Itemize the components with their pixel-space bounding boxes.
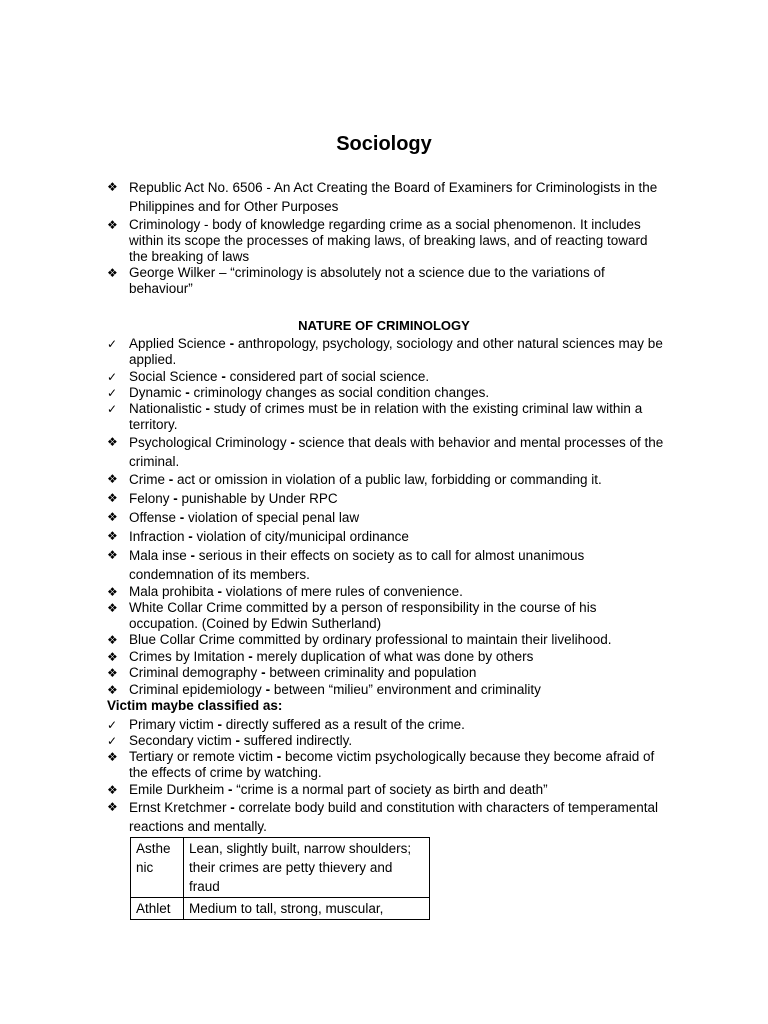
list-item [107,749,667,781]
diamond-bullet-icon: ❖ [107,435,118,449]
term: Psychological Criminology [129,435,287,450]
term: Applied Science [129,336,226,351]
list-item [107,600,667,632]
list-item [107,717,667,733]
table-cell-term: Asthe nic [131,838,184,898]
term-separator: - [176,510,189,525]
definition: violation of special penal law [188,510,360,525]
diamond-bullet-icon: ❖ [107,491,118,505]
list-item [107,782,667,798]
definition: between criminality and population [269,665,477,680]
term-separator: - [257,665,270,680]
term: Felony [129,491,170,506]
definition: between “milieu” environment and criminality [273,682,541,697]
list-item [107,336,667,368]
term-separator: - [231,733,244,748]
term-separator: - [244,649,257,664]
definition: correlate body build and constitution with characters of temperamental reactions and mentally. [129,800,659,834]
list-item [107,217,667,265]
diamond-bullet-icon: ❖ [107,585,118,599]
diamond-bullet-icon: ❖ [107,180,118,194]
diamond-bullet-icon: ❖ [107,601,118,615]
definition: criminology changes as social condition changes. [193,385,490,400]
definition: violation of city/municipal ordinance [196,529,409,544]
diamond-bullet-icon: ❖ [107,218,118,232]
term: Criminal demography [129,665,258,680]
term: Social Science [129,369,218,384]
term: Offense [129,510,177,525]
definition: study of crimes must be in relation with the existing criminal law within a territory. [129,401,643,432]
term: Mala inse [129,548,187,563]
term-separator: - [261,682,274,697]
section-heading: NATURE OF CRIMINOLOGY [298,318,470,333]
term-separator: - [286,435,299,450]
list-item-text: Criminology - body of knowledge regarding crime as a social phenomenon. It includes within its scope the processes of making laws, of breaking laws, and of reacting toward the breaking of laws [129,217,648,264]
diamond-bullet-icon: ❖ [107,548,118,562]
term-separator: - [213,717,226,732]
list-item [107,649,667,665]
definition: act or omission in violation of a public law, forbidding or commanding it. [177,472,602,487]
victim-heading: Victim maybe classified as: [107,698,283,713]
diamond-bullet-icon: ❖ [107,683,118,697]
term: Criminal epidemiology [129,682,262,697]
diamond-bullet-icon: ❖ [107,750,118,764]
definition: merely duplication of what was done by others [256,649,534,664]
diamond-bullet-icon: ❖ [107,783,118,797]
list-item [107,527,667,546]
list-item [107,265,667,297]
term: Tertiary or remote victim [129,749,274,764]
list-item [107,632,667,648]
list-item-text: Republic Act No. 6506 - An Act Creating the Board of Examiners for Criminologists in the Philippines and for Other Purposes [129,180,658,214]
term: White Collar Crime committed by a person of responsibility in the course of his occupation. (Coined by Edwin Sutherland) [129,600,597,631]
table-cell-term: Athlet [131,898,184,920]
checkmark-bullet-icon: ✓ [107,337,118,351]
list-item [107,369,667,385]
definition: serious in their effects on society as to call for almost unanimous condemnation of its members. [129,548,585,582]
definition: violations of mere rules of convenience. [225,584,463,599]
checkmark-bullet-icon: ✓ [107,402,118,416]
list-item [107,665,667,681]
diamond-bullet-icon: ❖ [107,529,118,543]
diamond-bullet-icon: ❖ [107,800,118,814]
body-type-table [130,837,430,920]
term-separator: - [186,548,199,563]
definition: become victim psychologically because they become afraid of the effects of crime by watching. [129,749,655,780]
definition: “crime is a normal part of society as birth and death” [236,782,548,797]
diamond-bullet-icon: ❖ [107,633,118,647]
definition: anthropology, psychology, sociology and other natural sciences may be applied. [129,336,663,367]
checkmark-bullet-icon: ✓ [107,734,118,748]
table-cell-description: Lean, slightly built, narrow shoulders; their crimes are petty thievery and fraud [184,838,430,898]
table-row [131,898,430,920]
term: Dynamic [129,385,182,400]
list-item [107,489,667,508]
definition: punishable by Under RPC [181,491,338,506]
term: Nationalistic [129,401,202,416]
term-separator: - [213,584,226,599]
term: Crimes by Imitation [129,649,245,664]
term: Mala prohibita [129,584,214,599]
page-title: Sociology [336,133,432,155]
list-item [107,508,667,527]
term-separator: - [201,401,214,416]
diamond-bullet-icon: ❖ [107,666,118,680]
checkmark-bullet-icon: ✓ [107,370,118,384]
list-item [107,470,667,489]
checkmark-bullet-icon: ✓ [107,718,118,732]
term-separator: - [225,336,238,351]
term-separator: - [165,472,177,487]
table-cell-description: Medium to tall, strong, muscular, [184,898,430,920]
table-row [131,838,430,898]
definition: directly suffered as a result of the crime. [225,717,465,732]
term: Emile Durkheim [129,782,225,797]
term: Primary victim [129,717,214,732]
term-separator: - [226,800,239,815]
term-separator: - [273,749,286,764]
term-separator: - [184,529,197,544]
definition: science that deals with behavior and mental processes of the criminal. [129,435,664,469]
list-item [107,733,667,749]
diamond-bullet-icon: ❖ [107,472,118,486]
definition: considered part of social science. [229,369,430,384]
list-item [107,682,667,698]
list-item-text: George Wilker – “criminology is absolutely not a science due to the variations of behaviour” [129,265,605,296]
list-item [107,798,667,836]
list-item [107,401,667,433]
list-item [107,385,667,401]
definition: suffered indirectly. [243,733,353,748]
list-item [107,178,667,216]
term: Infraction [129,529,185,544]
diamond-bullet-icon: ❖ [107,266,118,280]
term-separator: - [217,369,230,384]
list-item [107,546,667,584]
term-separator: - [224,782,237,797]
checkmark-bullet-icon: ✓ [107,386,118,400]
term: Ernst Kretchmer [129,800,227,815]
term-separator: - [169,491,182,506]
term-separator: - [181,385,194,400]
diamond-bullet-icon: ❖ [107,510,118,524]
diamond-bullet-icon: ❖ [107,650,118,664]
term: Blue Collar Crime committed by ordinary professional to maintain their livelihood. [129,632,612,647]
list-item [107,584,667,600]
term: Crime [129,472,165,487]
list-item [107,433,667,471]
term: Secondary victim [129,733,232,748]
